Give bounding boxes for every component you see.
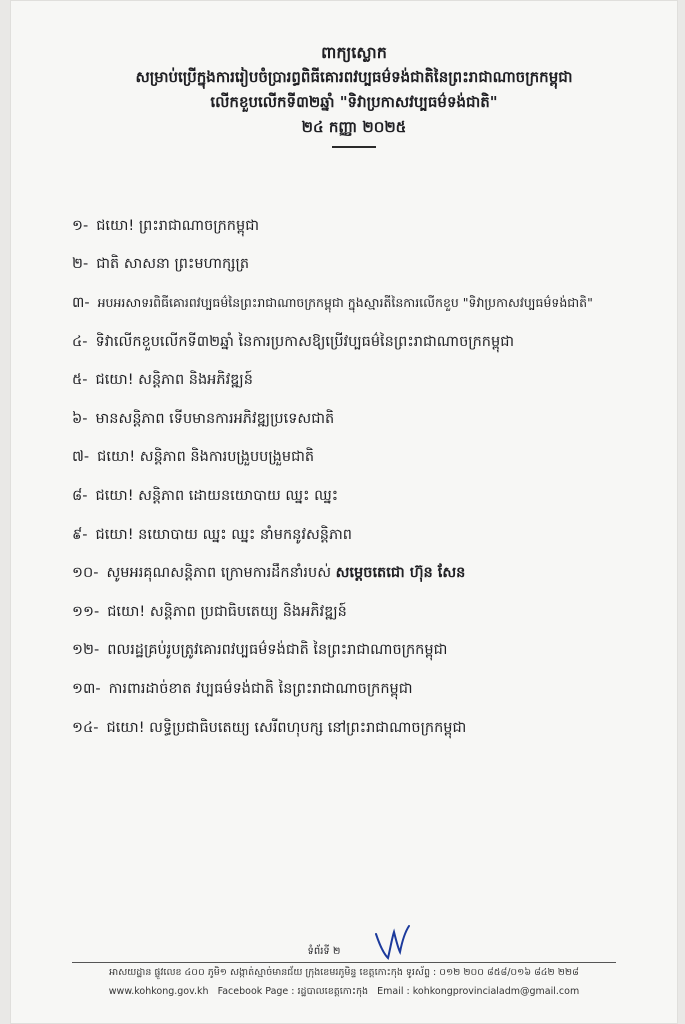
item-number: ៣- (72, 294, 90, 311)
list-item (72, 478, 648, 517)
slogan-list (72, 208, 648, 748)
item-text: ជយោ! លទ្ធិប្រជាធិបតេយ្យ សេរីពហុបក្ស នៅព្រះរាជាណាចក្រកម្ពុជា (106, 719, 467, 736)
footer-address: អាសយដ្ឋាន ផ្លូវលេខ ៤០០ ភូមិ១ សង្កាត់ស្មាច់មានជ័យ ក្រុងខេមរភូមិន្ទ ខេត្តកោះកុង ទូរស័ព្ទ : ០១២ ២០០ ៨៥៨/០១៦ ៨៤២ ២២៨ (109, 967, 579, 978)
page-number: ទំព័រទី ២ (307, 946, 341, 957)
item-number: ១២- (72, 642, 100, 659)
item-number: ៥- (72, 372, 88, 389)
item-text-plain: សូមអរគុណសន្តិភាព ក្រោមការដឹកនាំរបស់ (106, 565, 332, 582)
item-text: ជយោ! ព្រះរាជាណាចក្រកម្ពុជា (96, 217, 260, 234)
list-item (72, 633, 648, 672)
document-title: ពាក្យស្លោក (321, 43, 387, 62)
item-text: ជាតិ សាសនា ព្រះមហាក្សត្រ (96, 256, 250, 273)
list-item (72, 517, 648, 556)
document-date: ២៤ កញ្ញា ២០២៥ (301, 118, 407, 136)
list-item (72, 208, 648, 247)
facebook-page-name: រដ្ឋបាលខេត្តកោះកុង (297, 986, 369, 997)
list-item (72, 362, 648, 401)
item-text: មានសន្តិភាព ទើបមានការអភិវឌ្ឍប្រទេសជាតិ (95, 410, 335, 427)
item-number: ១៤- (72, 719, 99, 736)
document-page (10, 0, 678, 1024)
item-number: ២- (72, 256, 89, 273)
item-number: ៦- (72, 410, 88, 427)
footer-divider (72, 962, 616, 963)
email-address[interactable]: kohkongprovincialadm@gmail.com (412, 986, 580, 997)
item-number: ១៣- (72, 680, 101, 697)
anniversary-line: លើកខួបលើកទី៣២ឆ្នាំ "ទិវាប្រកាសវប្បធម៌ទង់ជាតិ" (210, 93, 498, 111)
item-text: ជយោ! សន្តិភាព និងអភិវឌ្ឍន៍ (95, 372, 253, 389)
list-item (72, 324, 648, 363)
item-text: ពលរដ្ឋគ្រប់រូបត្រូវគោរពវប្បធម៌ទង់ជាតិ នៃព្រះរាជាណាចក្រកម្ពុជា (107, 642, 448, 659)
item-text: ការពារដាច់ខាត វប្បធម៌ទង់ជាតិ នៃព្រះរាជាណាចក្រកម្ពុជា (108, 680, 413, 697)
list-item (72, 710, 648, 749)
item-text-bold: សម្តេចតេជោ ហ៊ុន សែន (335, 565, 466, 582)
document-subtitle: សម្រាប់ប្រើក្នុងការរៀបចំប្រារព្ធពិធីគោរពវប្បធម៌ទង់ជាតិនៃព្រះរាជាណាចក្រកម្ពុជា (135, 68, 573, 86)
page-number-row (10, 930, 678, 960)
header-divider (332, 146, 376, 148)
item-number: ៨- (72, 487, 88, 504)
item-number: ៩- (72, 526, 88, 543)
website-link[interactable]: www.kohkong.gov.kh (108, 986, 209, 997)
item-text (106, 564, 465, 585)
item-text: ជយោ! នយោបាយ ឈ្នះ ឈ្នះ នាំមកនូវសន្តិភាព (95, 526, 352, 543)
item-number: ១- (72, 217, 89, 234)
email-label: Email : (377, 986, 410, 997)
item-number: ១០- (72, 565, 99, 582)
list-item (72, 247, 648, 286)
list-item (72, 594, 648, 633)
item-text: ជយោ! សន្តិភាព ប្រជាធិបតេយ្យ និងអភិវឌ្ឍន៍ (107, 603, 347, 620)
document-footer (10, 930, 678, 999)
document-header (70, 40, 638, 148)
item-number: ៤- (72, 333, 88, 350)
list-item (72, 401, 648, 440)
footer-contact (10, 985, 678, 999)
list-item (72, 440, 648, 479)
item-text: ជយោ! សន្តិភាព ដោយនយោបាយ ឈ្នះ ឈ្នះ (95, 487, 339, 504)
list-item (72, 285, 648, 324)
item-text: ទិវាលើកខួបលើកទី៣២ឆ្នាំ នៃការប្រកាសឱ្យប្រើវប្បធម៌នៃព្រះរាជាណាចក្រកម្ពុជា (95, 333, 515, 350)
signature-mark-icon (372, 924, 412, 962)
item-text: ជយោ! សន្តិភាព និងការបង្រួបបង្រួមជាតិ (97, 449, 315, 466)
facebook-label: Facebook Page : (217, 986, 295, 997)
item-number: ១១- (72, 603, 100, 620)
item-text: អបអរសាទរពិធីគោរពវប្បធម៌នៃព្រះរាជាណាចក្រកម្ពុជា ក្នុងស្មារតីនៃការលើកខួប "ទិវាប្រកាសវប្បធម៌ទង់ជាតិ" (97, 294, 593, 310)
list-item (72, 555, 648, 594)
item-number: ៧- (72, 449, 90, 466)
list-item (72, 671, 648, 710)
